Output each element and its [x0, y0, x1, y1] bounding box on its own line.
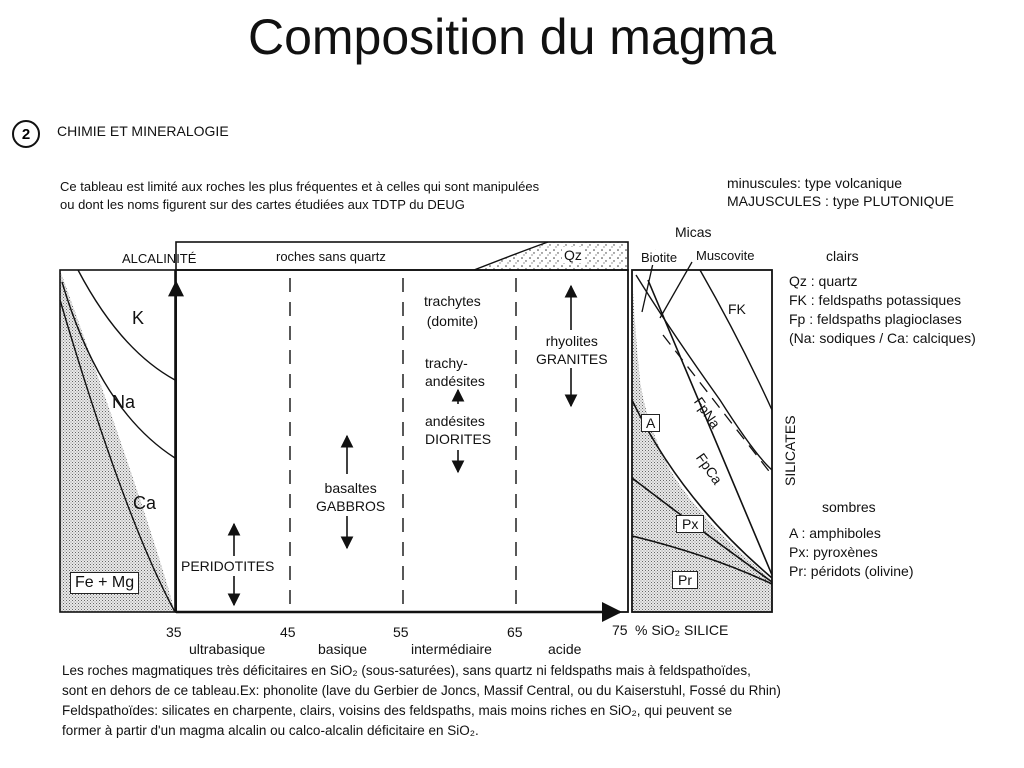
legend-item: Pr: péridots (olivine): [789, 563, 914, 579]
femg-label: Fe + Mg: [70, 572, 139, 594]
legend-item: (Na: sodiques / Ca: calciques): [789, 330, 976, 346]
footer-line: former à partir d'un magma alcalin ou calco-alcalin déficitaire en SiO₂.: [62, 723, 479, 738]
peridotites-label: PERIDOTITES: [181, 558, 275, 574]
alkalinity-label: ALCALINITÉ: [122, 251, 197, 266]
page-title: Composition du magma: [247, 9, 777, 65]
left-chemistry-panel: [60, 270, 175, 612]
axis-unit-label: % SiO₂ SILICE: [635, 622, 729, 638]
no-quartz-label: roches sans quartz: [276, 249, 386, 264]
footer-text: [62, 661, 781, 741]
andesites-label: andésites DIORITES: [425, 413, 492, 447]
intro-line: ou dont les noms figurent sur des cartes étudiées aux TDTP du DEUG: [60, 197, 465, 212]
legend-plutonic: MAJUSCULES : type PLUTONIQUE: [727, 193, 954, 209]
legend-sombres-list: [789, 524, 914, 581]
olivine-label: Pr: [672, 571, 698, 589]
amphibole-label: A: [641, 414, 660, 432]
legend-item: Px: pyroxènes: [789, 544, 878, 560]
legend-clairs-heading: clairs: [826, 248, 859, 264]
legend-item: FK : feldspaths potassiques: [789, 292, 961, 308]
footer-line: Feldspathoïdes: silicates en charpente, clairs, voisins des feldspaths, mais moins riches en SiO₂, qui peuvent se: [62, 703, 733, 718]
tick-label: 65: [507, 624, 523, 640]
zone-label: basique: [318, 641, 368, 657]
tick-label: 35: [166, 624, 182, 640]
pyroxene-label: Px: [676, 515, 704, 533]
fpna-label: FpNa: [690, 394, 724, 432]
footer-line: Les roches magmatiques très déficitaires en SiO₂ (sous-saturées), sans quartz ni feldspaths mais à feldspathoïdes,: [62, 663, 751, 678]
zone-label: intermédiaire: [411, 641, 492, 657]
fk-label: FK: [728, 301, 746, 317]
trachytes-label: trachytes (domite): [424, 293, 481, 329]
fpca-label: FpCa: [692, 450, 726, 488]
legend-item: A : amphiboles: [789, 525, 881, 541]
ca-label: Ca: [133, 493, 157, 513]
biotite-label: Biotite: [641, 250, 678, 265]
trachyandesites-label: trachy- andésites: [425, 355, 485, 389]
legend-item: Qz : quartz: [789, 273, 858, 289]
qz-label: Qz: [564, 247, 582, 263]
basaltes-label: basaltes GABBROS: [316, 480, 386, 514]
section-heading: CHIMIE ET MINERALOGIE: [57, 123, 229, 139]
zone-label: acide: [548, 641, 582, 657]
tick-label: 55: [393, 624, 409, 640]
section-number: 2: [21, 126, 31, 143]
quartz-bar: [176, 242, 628, 270]
tick-label: 45: [280, 624, 296, 640]
muscovite-label: Muscovite: [696, 248, 755, 263]
footer-line: sont en dehors de ce tableau.Ex: phonolite (lave du Gerbier de Joncs, Massif Central, ou du Kaiserstuhl, Fossé du Rhin): [62, 683, 781, 698]
k-label: K: [132, 308, 145, 328]
na-label: Na: [112, 392, 136, 412]
intro-line: Ce tableau est limité aux roches les plus fréquentes et à celles qui sont manipulées: [60, 179, 540, 194]
legend-item: Fp : feldspaths plagioclases: [789, 311, 962, 327]
tick-label: 75: [612, 622, 628, 638]
rhyolites-label: rhyolites GRANITES: [536, 333, 608, 367]
micas-label: Micas: [675, 224, 712, 240]
legend-clairs-list: [789, 272, 976, 348]
zone-label: ultrabasique: [189, 641, 266, 657]
legend-volcanic: minuscules: type volcanique: [727, 175, 903, 191]
silicates-label: SILICATES: [782, 415, 798, 486]
legend-sombres-heading: sombres: [822, 499, 876, 515]
